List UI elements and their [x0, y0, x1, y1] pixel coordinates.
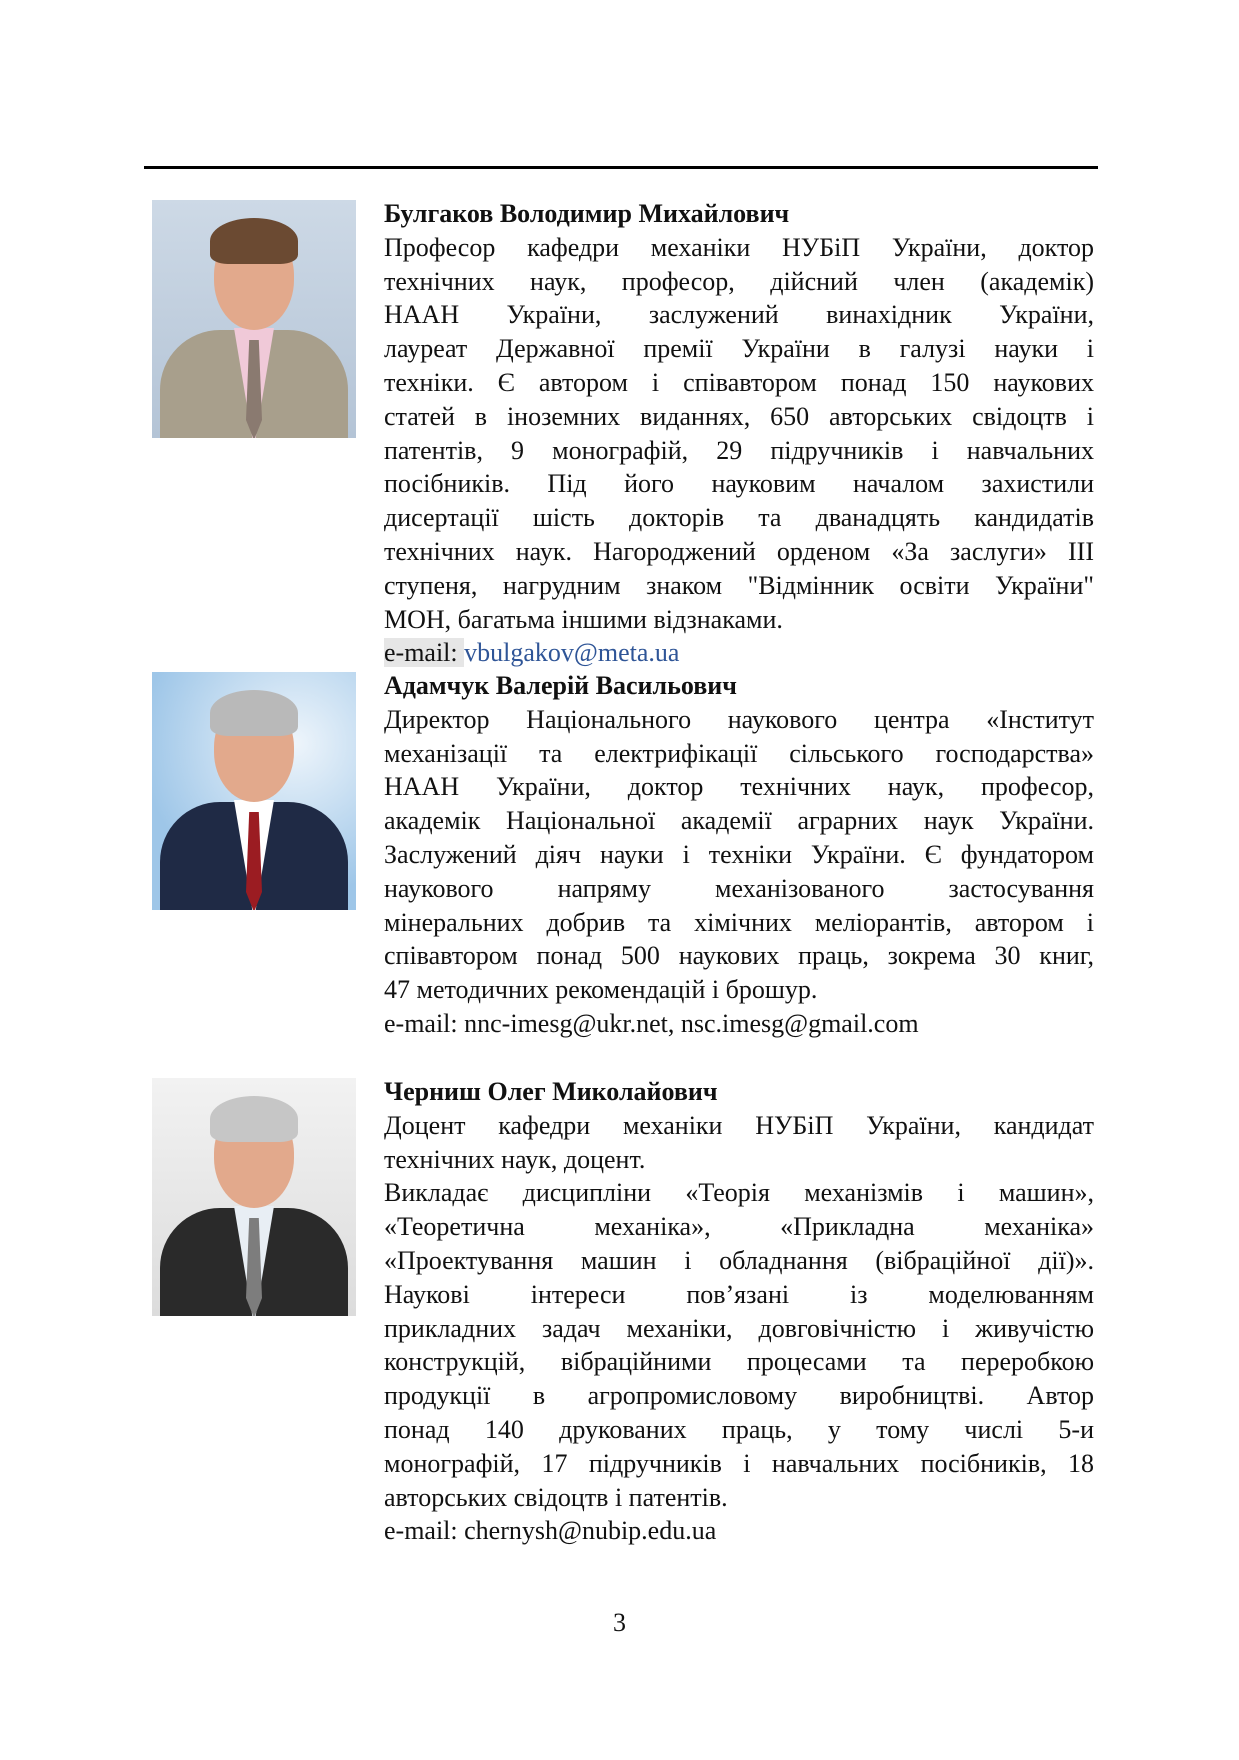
email-link[interactable]: chernysh@nubip.edu.ua — [464, 1516, 717, 1546]
bio-line: монографій, 17 підручників і навчальних посібників, 18 — [384, 1448, 1094, 1478]
photo-adamchuk — [152, 672, 356, 910]
person-name: Булгаков Володимир Михайлович — [384, 199, 790, 228]
bio-line: 47 методичних рекомендацій і брошур. — [384, 975, 818, 1005]
bio-line: «Проектування машин і обладнання (вібраційної дії)». — [384, 1245, 1094, 1275]
bio-line: Заслужений діяч науки і техніки України. Є фундатором — [384, 839, 1094, 869]
bio-line: технічних наук, професор, дійсний член (академік) — [384, 266, 1094, 296]
person-name: Черниш Олег Миколайович — [384, 1077, 718, 1106]
bio-line: співавтором понад 500 наукових праць, зокрема 30 книг, — [384, 941, 1094, 971]
bio-line: понад 140 друкованих праць, у тому числі 5-и — [384, 1414, 1094, 1444]
bio-line: прикладних задач механіки, довговічністю і живучістю — [384, 1313, 1094, 1343]
bio-line: конструкцій, вібраційними процесами та переробкою — [384, 1347, 1094, 1377]
bio-line: продукції в агропромисловому виробництві. Автор — [384, 1381, 1094, 1411]
bio-line: механізації та електрифікації сільського господарства» — [384, 738, 1094, 768]
bio-line: наукового напряму механізованого застосування — [384, 873, 1094, 903]
email-link[interactable]: nnc-imesg@ukr.net, nsc.imesg@gmail.com — [464, 1008, 919, 1038]
bio-line: ступеня, нагрудним знаком "Відмінник освіти України" — [384, 570, 1094, 600]
header-rule — [144, 166, 1098, 169]
email-label: e-mail: — [384, 1516, 465, 1546]
bio-line: технічних наук, доцент. — [384, 1144, 646, 1174]
bio-line: посібників. Під його науковим началом захистили — [384, 469, 1094, 499]
bio-line: авторських свідоцтв і патентів. — [384, 1482, 728, 1512]
entry-chernysh — [384, 1075, 1094, 1548]
photo-bulgakov — [152, 200, 356, 438]
bio-line: патентів, 9 монографій, 29 підручників і навчальних — [384, 435, 1094, 465]
bio-line: Професор кафедри механіки НУБіП України, доктор — [384, 232, 1094, 262]
person-name: Адамчук Валерій Васильович — [384, 671, 737, 700]
bio-line: НААН України, доктор технічних наук, професор, — [384, 772, 1094, 802]
bio-line: академік Національної академії аграрних наук України. — [384, 806, 1094, 836]
email-row — [384, 1007, 1094, 1041]
bio-line: технічних наук. Нагороджений орденом «За заслуги» ІІІ — [384, 536, 1094, 566]
page-number: 3 — [613, 1608, 626, 1637]
email-label: e-mail: — [384, 1008, 465, 1038]
bio-line: дисертації шість докторів та дванадцять кандидатів — [384, 503, 1094, 533]
photo-chernysh — [152, 1078, 356, 1316]
bio-line: Викладає дисципліни «Теорія механізмів і машин», — [384, 1178, 1094, 1208]
email-link[interactable]: vbulgakov@meta.ua — [464, 638, 680, 668]
bio-line: мінеральних добрив та хімічних меліорантів, автором і — [384, 907, 1094, 937]
entry-bulgakov — [384, 197, 1094, 670]
bio-line: Наукові інтереси пов’язані із моделюванням — [384, 1279, 1094, 1309]
bio-line: «Теоретична механіка», «Прикладна механіка» — [384, 1212, 1094, 1242]
entry-adamchuk — [384, 669, 1094, 1041]
email-label: e-mail: — [384, 638, 465, 668]
bio-line: Директор Національного наукового центра «Інститут — [384, 704, 1094, 734]
bio-line: НААН України, заслужений винахідник України, — [384, 300, 1094, 330]
bio-line: МОН, багатьма іншими відзнаками. — [384, 604, 783, 634]
bio-line: статей в іноземних виданнях, 650 авторських свідоцтв і — [384, 401, 1094, 431]
email-row — [384, 636, 1094, 670]
email-row — [384, 1514, 1094, 1548]
bio-line: Доцент кафедри механіки НУБіП України, кандидат — [384, 1110, 1094, 1140]
bio-line: лауреат Державної премії України в галузі науки і — [384, 334, 1094, 364]
bio-line: техніки. Є автором і співавтором понад 150 наукових — [384, 367, 1094, 397]
